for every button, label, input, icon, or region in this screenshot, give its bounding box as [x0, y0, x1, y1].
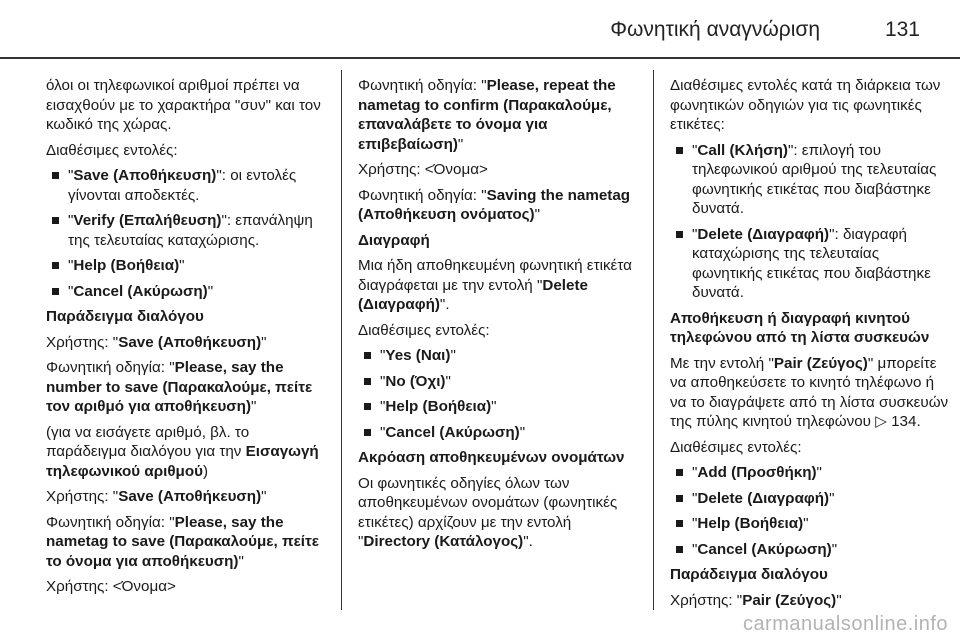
- intro-text: όλοι οι τηλεφωνικοί αριθμοί πρέπει να εισαχθούν με το χαρακτήρα "συν" και τον κωδικό της χώρας.: [46, 77, 321, 133]
- page-title: Φωνητική αναγνώριση: [610, 18, 820, 41]
- page-reference-icon: [875, 413, 887, 430]
- section-heading: Διαγραφή: [358, 231, 430, 249]
- list-item: "Help (Βοήθεια)": [358, 397, 638, 417]
- dialog-note: (για να εισάγετε αριθμό, βλ. το παράδειγμα διαλόγου για την Εισαγωγή τηλεφωνικού αριθμού): [46, 423, 319, 480]
- dialog-line: Χρήστης: "Save (Αποθήκευση)": [46, 488, 267, 505]
- column-3: [670, 76, 950, 616]
- dialog-line: Φωνητική οδηγία: "Saving the nametag (Αποθήκευση ονόματος)": [358, 186, 631, 223]
- column-1: [46, 76, 326, 603]
- column-divider: [341, 70, 342, 610]
- intro-text: Διαθέσιμες εντολές κατά τη διάρκεια των φωνητικών οδηγιών για τις φωνητικές ετικέτες:: [670, 77, 941, 133]
- dialog-line: Χρήστης: "Pair (Ζεύγος)": [670, 591, 842, 609]
- dialog-line: Χρήστης: "Save (Αποθήκευση)": [46, 333, 267, 351]
- watermark: carmanualsonline.info: [742, 613, 948, 635]
- dialog-line: Φωνητική οδηγία: "Please, say the number to save (Παρακαλούμε, πείτε τον αριθμό για αποθήκευση)": [46, 359, 313, 415]
- page-number: 131: [884, 18, 920, 41]
- list-item: "Call (Κλήση)": επιλογή του τηλεφωνικού αριθμού της τελευταίας φωνητικής ετικέτας που διαβάστηκε δυνατά.: [670, 141, 950, 219]
- column-divider: [653, 70, 654, 610]
- list-item: "Cancel (Ακύρωση)": [46, 282, 326, 302]
- list-item: "Yes (Ναι)": [358, 346, 638, 366]
- list-item: "Cancel (Ακύρωση)": [358, 423, 638, 443]
- section-heading: Παράδειγμα διαλόγου: [670, 566, 828, 583]
- section-heading: Ακρόαση αποθηκευμένων ονομάτων: [358, 449, 625, 466]
- dialog-line: Χρήστης: <Όνομα>: [46, 578, 176, 595]
- body-text: Οι φωνητικές οδηγίες όλων των αποθηκευμένων ονομάτων (φωνητικές ετικέτες) αρχίζουν με την εντολή "Directory (Κατάλογος)".: [358, 474, 618, 550]
- list-item: "Delete (Διαγραφή)": [670, 489, 950, 509]
- section-heading: Αποθήκευση ή διαγραφή κινητού τηλεφώνου από τη λίστα συσκευών: [670, 309, 930, 346]
- list-item: "Delete (Διαγραφή)": διαγραφή καταχώρισης της τελευταίας φωνητικής ετικέτας που διαβάστηκε δυνατά.: [670, 225, 950, 303]
- column-2: [358, 76, 638, 558]
- available-commands-label: Διαθέσιμες εντολές:: [670, 438, 802, 456]
- section-heading: Παράδειγμα διαλόγου: [46, 308, 204, 325]
- header-rule: [0, 57, 960, 59]
- page-header: [0, 0, 960, 58]
- list-item: "Save (Αποθήκευση)": οι εντολές γίνονται αποδεκτές.: [46, 166, 326, 205]
- dialog-line: Φωνητική οδηγία: "Please, repeat the nametag to confirm (Παρακαλούμε, επαναλάβετε το όνομα για επιβεβαίωση)": [358, 77, 616, 153]
- body-text: Μια ήδη αποθηκευμένη φωνητική ετικέτα διαγράφεται με την εντολή "Delete (Διαγραφή)".: [358, 257, 632, 313]
- list-item: "Cancel (Ακύρωση)": [670, 540, 950, 560]
- list-item: "Verify (Επαλήθευση)": επανάληψη της τελευταίας καταχώρισης.: [46, 211, 326, 250]
- available-commands-label: Διαθέσιμες εντολές:: [358, 321, 490, 339]
- dialog-line: Χρήστης: <Όνομα>: [358, 161, 488, 178]
- list-item: "Help (Βοήθεια)": [670, 514, 950, 534]
- list-item: "No (Όχι)": [358, 372, 638, 392]
- body-text: Με την εντολή "Pair (Ζεύγος)" μπορείτε να αποθηκεύσετε το κινητό τηλέφωνο ή να το διαγράψετε από τη λίστα συσκευών της πύλης κινητού τηλεφώνου ▷ 134.: [670, 354, 950, 432]
- list-item: "Help (Βοήθεια)": [46, 256, 326, 276]
- dialog-line: Φωνητική οδηγία: "Please, say the nametag to save (Παρακαλούμε, πείτε το όνομα για αποθήκευση)": [46, 513, 319, 570]
- list-item: "Add (Προσθήκη)": [670, 463, 950, 483]
- available-commands-label: Διαθέσιμες εντολές:: [46, 141, 178, 159]
